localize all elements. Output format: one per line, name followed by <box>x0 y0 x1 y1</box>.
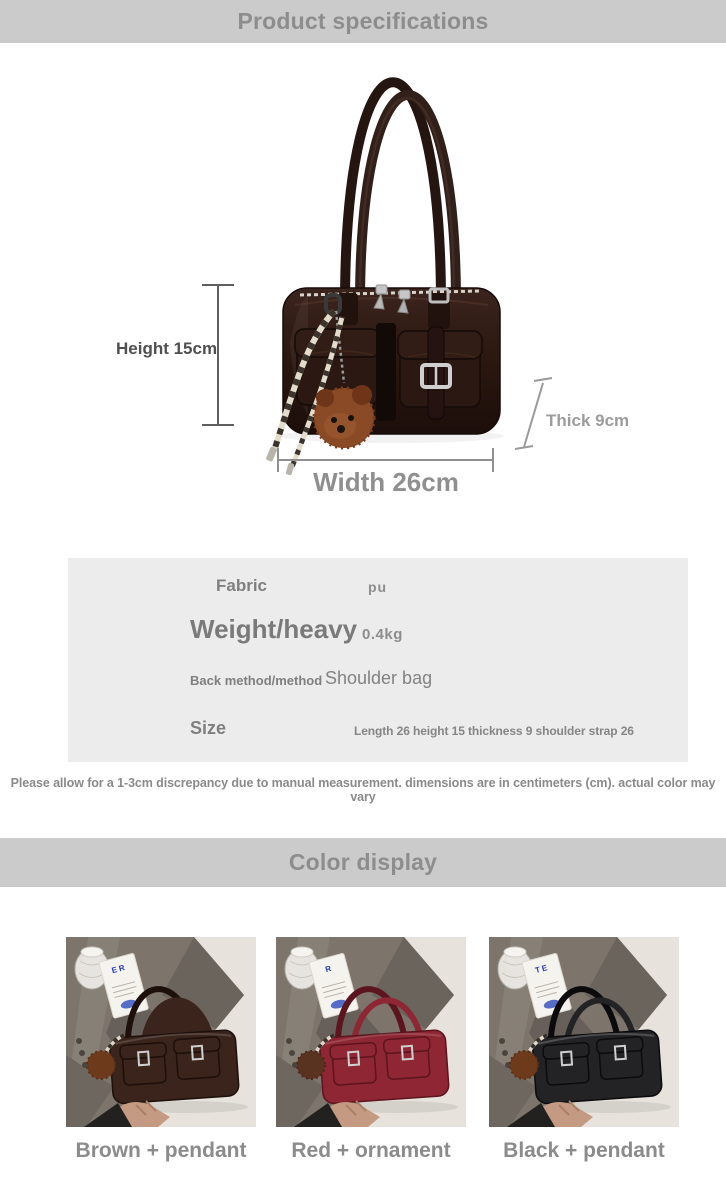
measurement-photo-section <box>0 43 726 555</box>
variant-photo-black <box>489 937 679 1127</box>
spec-value-carry-method: Shoulder bag <box>325 668 433 688</box>
variant-caption-brown: Brown + pendant <box>75 1139 247 1162</box>
color-display-title: Color display <box>288 849 438 875</box>
variant-caption-black: Black + pendant <box>503 1139 665 1162</box>
bag-handles <box>345 82 456 305</box>
thickness-label: Thick 9cm <box>546 411 630 430</box>
spec-label-fabric: Fabric <box>216 576 268 595</box>
variant-photo-brown <box>66 937 256 1127</box>
teddy-pendant <box>314 385 374 448</box>
spec-label-weight: Weight/heavy <box>190 614 358 644</box>
spec-label-carry-method: Back method/method <box>190 673 323 688</box>
variant-caption-red: Red + ornament <box>291 1139 451 1162</box>
spec-value-size: Length 26 height 15 thickness 9 shoulder strap 26 <box>354 724 634 738</box>
card-letters: R <box>324 963 335 975</box>
color-display-header-bar <box>0 838 726 887</box>
variant-card-red <box>276 937 466 1163</box>
variant-photo-red <box>276 937 466 1127</box>
center-strap <box>376 323 396 421</box>
variant-card-black <box>489 937 679 1163</box>
product-specs-title: Product specifications <box>237 8 489 34</box>
measurement-disclaimer: Please allow for a 1-3cm discrepancy due to manual measurement. dimensions are in centimeters (cm). actual color may vary <box>10 776 716 804</box>
spec-label-size: Size <box>190 718 227 738</box>
product-specs-header-bar <box>0 0 726 43</box>
card-letters: TE <box>534 962 551 976</box>
card-letters: ER <box>110 962 128 976</box>
width-label: Width 26cm <box>313 467 459 497</box>
spec-value-fabric: pu <box>368 579 388 595</box>
spec-value-weight: 0.4kg <box>362 626 403 643</box>
variant-card-brown <box>66 937 256 1163</box>
specs-panel <box>68 558 688 762</box>
height-label: Height 15cm <box>116 339 218 358</box>
